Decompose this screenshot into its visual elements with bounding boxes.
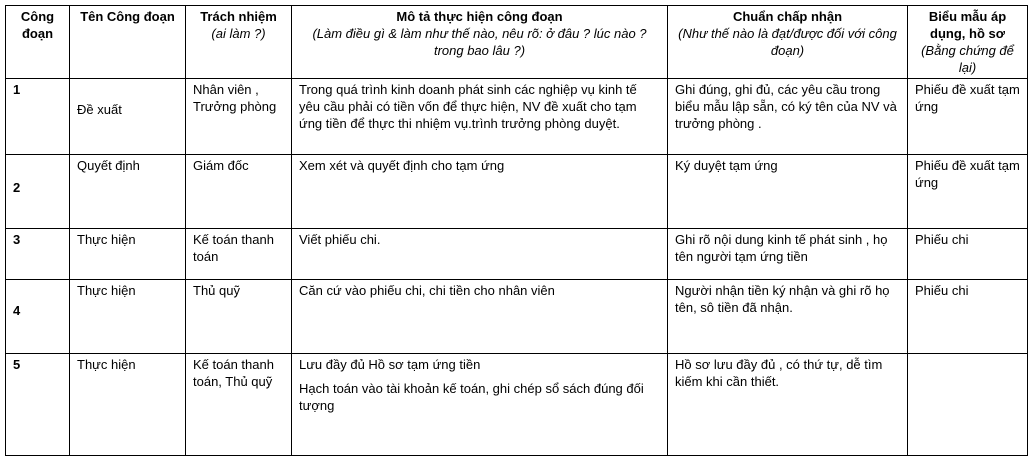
header-description [292,6,668,79]
step-name: Thực hiện [70,229,186,280]
step-number: 1 [6,79,70,155]
table-row [6,354,1028,456]
header-form-title: Biểu mẫu áp dụng, hồ sơ [928,9,1007,41]
step-responsibility: Kế toán thanh toán, Thủ quỹ [186,354,292,456]
step-responsibility: Kế toán thanh toán [186,229,292,280]
step-number: 4 [6,280,70,354]
header-desc-title: Mô tả thực hiện công đoạn [396,9,563,24]
step-acceptance: Người nhận tiền ký nhận và ghi rõ họ tên, sô tiền đã nhận. [668,280,908,354]
step-description: Xem xét và quyết định cho tạm ứng [292,155,668,229]
step-number: 5 [6,354,70,456]
step-number: 2 [6,155,70,229]
step-form: Phiếu chi [908,229,1028,280]
header-accept-title: Chuẩn chấp nhận [732,9,843,24]
header-form-sub: (Bằng chứng để lại) [921,43,1014,75]
header-desc-sub: (Làm điều gì & làm như thế nào, nêu rõ: ở đâu ? lúc nào ? trong bao lâu ?) [312,26,647,58]
step-description: Viết phiếu chi. [292,229,668,280]
step-form [908,354,1028,456]
table-row [6,79,1028,155]
header-form [908,6,1028,79]
step-name: Quyết định [70,155,186,229]
step-acceptance: Ký duyệt tạm ứng [668,155,908,229]
header-acceptance [668,6,908,79]
step-description [292,354,668,456]
step-form: Phiếu đề xuất tạm ứng [908,79,1028,155]
header-resp-sub: (ai làm ?) [211,26,266,41]
table-row [6,229,1028,280]
step-form: Phiếu chi [908,280,1028,354]
step-acceptance: Ghi rõ nội dung kinh tế phát sinh , họ tên người tạm ứng tiền [668,229,908,280]
step-responsibility: Giám đốc [186,155,292,229]
step-name: Thực hiện [70,354,186,456]
step-responsibility: Nhân viên , Trưởng phòng [186,79,292,155]
header-row [6,6,1028,79]
table-row [6,155,1028,229]
header-name: Tên Công đoạn [70,6,186,79]
header-step: Công đoạn [6,6,70,79]
step-number: 3 [6,229,70,280]
step-description: Căn cứ vào phiếu chi, chi tiền cho nhân viên [292,280,668,354]
step-description-line: Lưu đầy đủ Hồ sơ tạm ứng tiền [299,357,481,372]
step-description: Trong quá trình kinh doanh phát sinh các nghiệp vụ kinh tế yêu cầu phải có tiền vốn để thực hiện, NV đề xuất cho tạm ứng tiền để thực thi nhiệm vụ.trình trưởng phòng duyệt. [292,79,668,155]
step-responsibility: Thủ quỹ [186,280,292,354]
header-resp-title: Trách nhiệm [200,9,277,24]
header-responsibility [186,6,292,79]
step-acceptance: Hồ sơ lưu đầy đủ , có thứ tự, dễ tìm kiếm khi cần thiết. [668,354,908,456]
step-name: Thực hiện [70,280,186,354]
step-acceptance: Ghi đúng, ghi đủ, các yêu cầu trong biểu mẫu lập sẵn, có ký tên của NV và trưởng phòng . [668,79,908,155]
header-accept-sub: (Như thế nào là đạt/được đối với công đoạn) [678,26,897,58]
procedure-table [5,5,1028,456]
table-row [6,280,1028,354]
step-name: Đề xuất [70,79,186,155]
step-description-line: Hạch toán vào tài khoản kế toán, ghi chép sổ sách đúng đối tượng [299,381,644,413]
step-form: Phiếu đề xuất tạm ứng [908,155,1028,229]
